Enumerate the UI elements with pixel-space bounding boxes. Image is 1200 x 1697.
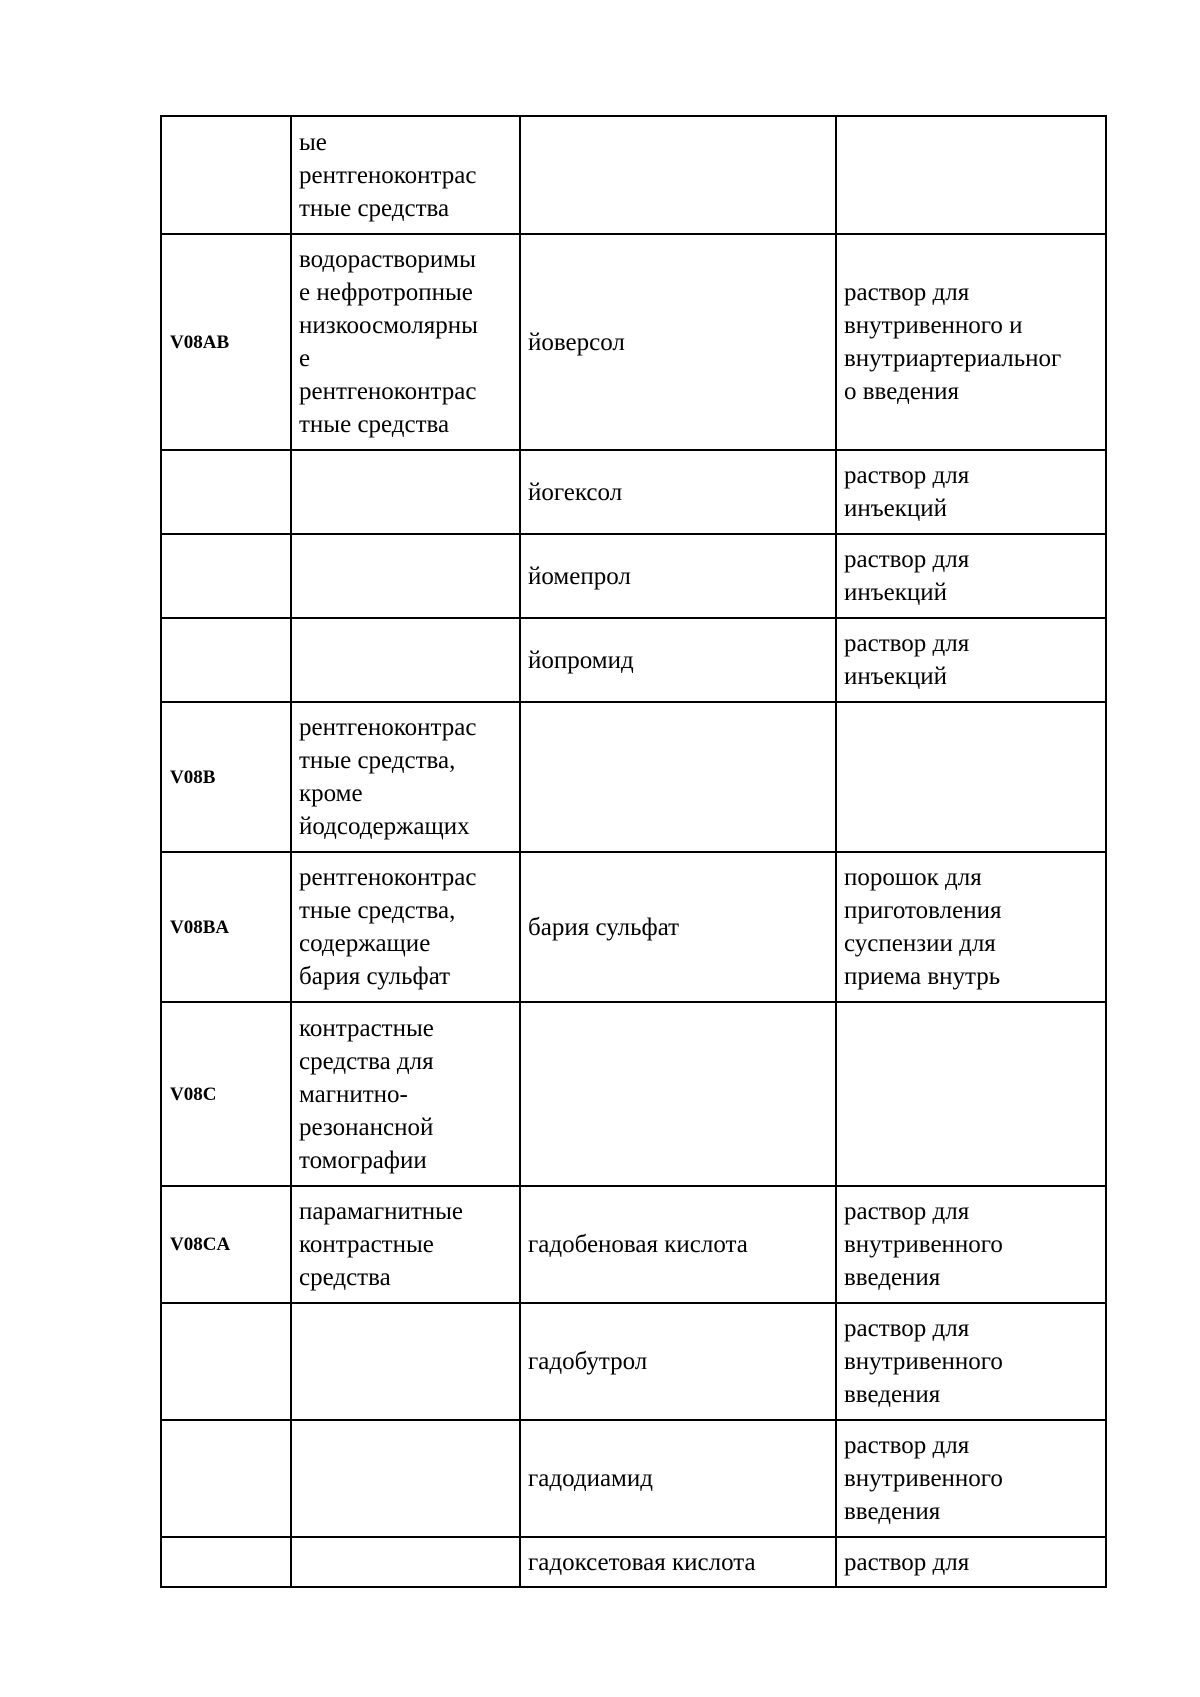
- drug-name-cell: гадодиамид: [520, 1420, 836, 1537]
- drug-name-cell: гадоксетовая кислота: [520, 1537, 836, 1587]
- atc-code-cell: V08C: [161, 1002, 291, 1186]
- atc-code-cell: V08CA: [161, 1186, 291, 1303]
- dosage-form-cell: раствор для внутривенного и внутриартериальног о введения: [836, 234, 1106, 450]
- drug-name-cell: йопромид: [520, 618, 836, 702]
- dosage-form-cell: раствор для внутривенного введения: [836, 1420, 1106, 1537]
- atc-code-cell: V08AB: [161, 234, 291, 450]
- group-name-cell: [291, 450, 520, 534]
- atc-code-cell: [161, 1537, 291, 1587]
- drug-name-cell: бария сульфат: [520, 852, 836, 1002]
- table-row: [161, 702, 1106, 852]
- atc-code-cell: [161, 618, 291, 702]
- dosage-form-cell: раствор для инъекций: [836, 618, 1106, 702]
- group-name-cell: [291, 1420, 520, 1537]
- table-row: [161, 450, 1106, 534]
- table-row: [161, 234, 1106, 450]
- drug-name-cell: йомепрол: [520, 534, 836, 618]
- table-row: [161, 618, 1106, 702]
- table-row: [161, 1303, 1106, 1420]
- group-name-cell: ые рентгеноконтрас тные средства: [291, 116, 520, 234]
- dosage-form-cell: [836, 116, 1106, 234]
- dosage-form-cell: раствор для инъекций: [836, 534, 1106, 618]
- table-row: [161, 1002, 1106, 1186]
- drug-list-table: [160, 115, 1107, 1588]
- table-row: [161, 852, 1106, 1002]
- drug-name-cell: [520, 116, 836, 234]
- atc-code-cell: [161, 1420, 291, 1537]
- dosage-form-cell: порошок для приготовления суспензии для приема внутрь: [836, 852, 1106, 1002]
- atc-code-cell: [161, 1303, 291, 1420]
- drug-name-cell: гадобеновая кислота: [520, 1186, 836, 1303]
- atc-code-cell: V08BA: [161, 852, 291, 1002]
- atc-code-cell: [161, 116, 291, 234]
- group-name-cell: водорастворимы е нефротропные низкоосмолярны е рентгеноконтрас тные средства: [291, 234, 520, 450]
- table-row: [161, 534, 1106, 618]
- drug-name-cell: [520, 702, 836, 852]
- drug-name-cell: йогексол: [520, 450, 836, 534]
- table-row: [161, 1537, 1106, 1587]
- group-name-cell: контрастные средства для магнитно- резонансной томографии: [291, 1002, 520, 1186]
- dosage-form-cell: раствор для внутривенного введения: [836, 1303, 1106, 1420]
- table-row: [161, 116, 1106, 234]
- group-name-cell: рентгеноконтрас тные средства, содержащие бария сульфат: [291, 852, 520, 1002]
- atc-code-cell: [161, 450, 291, 534]
- dosage-form-cell: [836, 1002, 1106, 1186]
- drug-name-cell: гадобутрол: [520, 1303, 836, 1420]
- table-row: [161, 1420, 1106, 1537]
- group-name-cell: [291, 1537, 520, 1587]
- dosage-form-cell: раствор для инъекций: [836, 450, 1106, 534]
- group-name-cell: [291, 1303, 520, 1420]
- group-name-cell: [291, 618, 520, 702]
- group-name-cell: [291, 534, 520, 618]
- dosage-form-cell: [836, 702, 1106, 852]
- atc-code-cell: [161, 534, 291, 618]
- drug-name-cell: [520, 1002, 836, 1186]
- table-row: [161, 1186, 1106, 1303]
- dosage-form-cell: раствор для внутривенного введения: [836, 1186, 1106, 1303]
- atc-code-cell: V08B: [161, 702, 291, 852]
- group-name-cell: рентгеноконтрас тные средства, кроме йодсодержащих: [291, 702, 520, 852]
- group-name-cell: парамагнитные контрастные средства: [291, 1186, 520, 1303]
- dosage-form-cell: раствор для: [836, 1537, 1106, 1587]
- drug-name-cell: йоверсол: [520, 234, 836, 450]
